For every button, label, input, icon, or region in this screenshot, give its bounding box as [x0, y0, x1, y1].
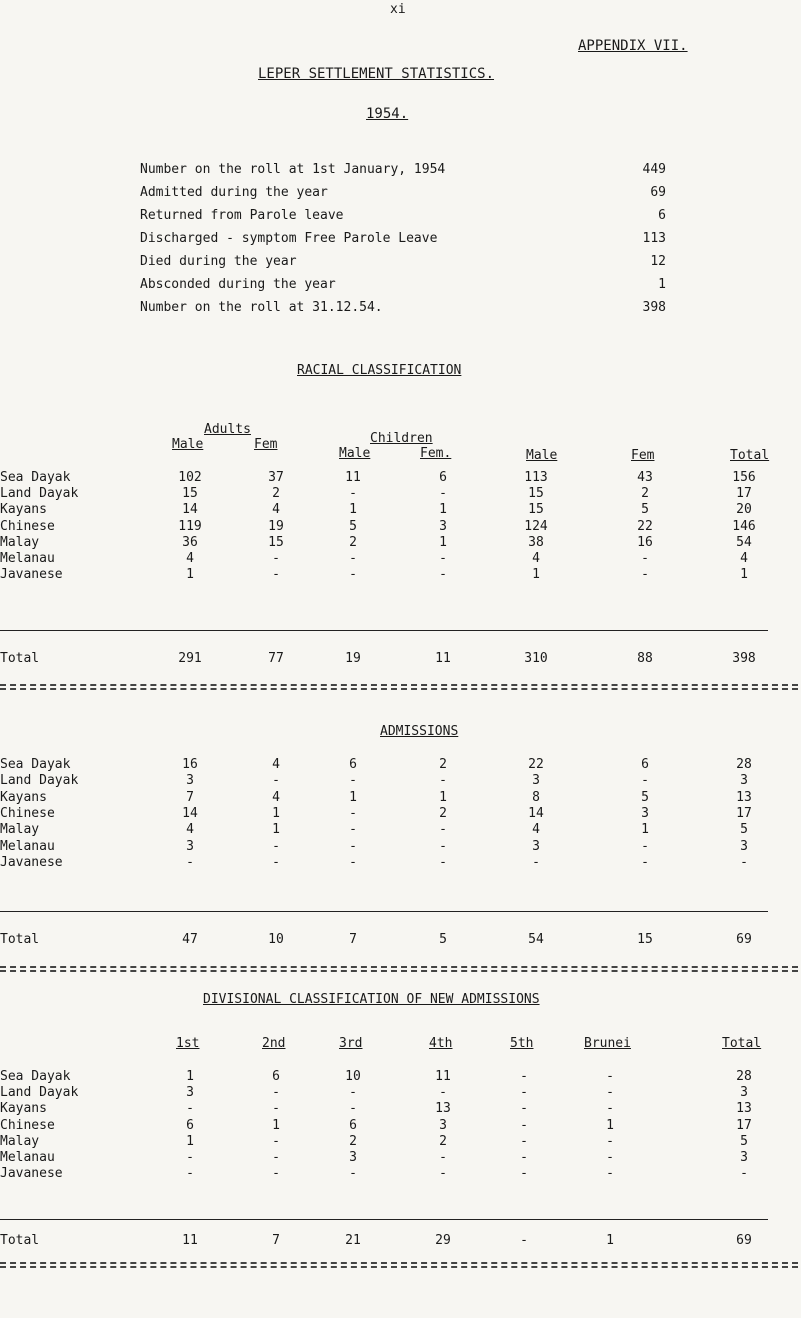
total-cell: 29 — [435, 1233, 451, 1248]
row-cell: 2 — [272, 486, 280, 502]
row-cell: 6 — [641, 757, 649, 772]
row-cell: 15 — [182, 486, 198, 502]
row-cell: 17 — [736, 1117, 752, 1133]
row-cell: 3 — [740, 1150, 748, 1165]
summary-value: 449 — [642, 162, 666, 177]
row-cell: - — [439, 567, 447, 583]
divisional-col-header: 1st — [176, 1036, 200, 1051]
row-cell: 13 — [736, 1101, 752, 1117]
total-cell: 88 — [637, 651, 653, 666]
row-cell: - — [606, 1133, 614, 1149]
divisional-col-header: 3rd — [339, 1036, 363, 1051]
double-rule — [0, 688, 798, 690]
row-cell: 3 — [740, 773, 748, 789]
row-cell: 16 — [182, 757, 198, 772]
double-rule — [0, 970, 798, 972]
row-cell: 38 — [528, 534, 544, 550]
row-cell: 3 — [641, 805, 649, 821]
row-cell: 22 — [528, 757, 544, 772]
row-label: Malay — [0, 1133, 40, 1149]
row-label: Sea Dayak — [0, 1069, 71, 1084]
row-cell: - — [439, 822, 447, 838]
row-cell: 4 — [532, 822, 540, 838]
row-cell: 3 — [186, 838, 194, 854]
fem-header: Fem — [631, 448, 655, 463]
row-cell: 15 — [528, 502, 544, 518]
row-cell: - — [641, 567, 649, 583]
row-cell: 6 — [186, 1117, 194, 1133]
row-cell: 11 — [435, 1069, 451, 1084]
row-cell: - — [272, 1085, 280, 1101]
divisional-col-header: Brunei — [584, 1036, 631, 1051]
row-cell: 5 — [641, 502, 649, 518]
row-cell: 37 — [268, 470, 284, 485]
row-cell: - — [606, 1069, 614, 1084]
row-cell: - — [439, 551, 447, 566]
summary-value: 6 — [658, 208, 666, 223]
total-cell: 21 — [345, 1233, 361, 1248]
total-cell: 398 — [732, 651, 756, 666]
row-cell: - — [272, 1150, 280, 1165]
row-cell: 1 — [740, 567, 748, 583]
summary-label: Number on the roll at 1st January, 1954 — [140, 162, 446, 177]
row-cell: 28 — [736, 1069, 752, 1084]
row-cell: 3 — [186, 1085, 194, 1101]
row-cell: - — [349, 805, 357, 821]
appendix-label: APPENDIX VII. — [578, 38, 688, 54]
row-cell: 2 — [439, 757, 447, 772]
row-cell: 11 — [345, 470, 361, 485]
row-cell: 54 — [736, 534, 752, 550]
total-cell: 310 — [524, 651, 548, 666]
row-cell: 5 — [740, 1133, 748, 1149]
summary-label: Admitted during the year — [140, 185, 328, 200]
total-cell: 5 — [439, 932, 447, 947]
summary-label: Number on the roll at 31.12.54. — [140, 300, 383, 315]
page-title: LEPER SETTLEMENT STATISTICS. — [258, 66, 495, 82]
row-cell: - — [272, 773, 280, 789]
divisional-col-header: Total — [722, 1036, 762, 1051]
row-label: Javanese — [0, 567, 63, 583]
row-cell: 1 — [532, 567, 540, 583]
row-cell: - — [349, 486, 357, 502]
row-cell: - — [349, 1101, 357, 1117]
row-label: Land Dayak — [0, 486, 79, 502]
row-cell: 16 — [637, 534, 653, 550]
row-cell: - — [520, 1069, 528, 1084]
total-cell: - — [520, 1233, 528, 1248]
summary-label: Died during the year — [140, 254, 297, 269]
row-cell: 15 — [528, 486, 544, 502]
row-cell: - — [439, 1085, 447, 1101]
row-cell: - — [520, 1150, 528, 1165]
row-cell: 2 — [641, 486, 649, 502]
row-cell: - — [349, 567, 357, 583]
row-cell: 4 — [272, 502, 280, 518]
total-cell: 1 — [606, 1233, 614, 1248]
row-cell: - — [641, 854, 649, 870]
total-cell: 291 — [178, 651, 202, 666]
row-cell: 3 — [532, 773, 540, 789]
row-cell: - — [740, 1166, 748, 1182]
summary-value: 12 — [650, 254, 666, 269]
row-cell: 2 — [349, 1133, 357, 1149]
row-cell: - — [349, 854, 357, 870]
double-rule — [0, 1262, 798, 1264]
row-cell: - — [272, 838, 280, 854]
total-header: Total — [730, 448, 770, 463]
row-cell: 1 — [439, 789, 447, 805]
divisional-heading: DIVISIONAL CLASSIFICATION OF NEW ADMISSIONS — [203, 992, 540, 1007]
summary-value: 398 — [642, 300, 666, 315]
row-label: Javanese — [0, 1166, 63, 1182]
divisional-col-header: 4th — [429, 1036, 453, 1051]
row-cell: - — [606, 1085, 614, 1101]
row-label: Malay — [0, 534, 40, 550]
row-cell: 2 — [349, 534, 357, 550]
summary-label: Absconded during the year — [140, 277, 336, 292]
row-cell: 4 — [740, 551, 748, 566]
row-label: Chinese — [0, 518, 55, 534]
row-cell: - — [272, 551, 280, 566]
row-cell: 20 — [736, 502, 752, 518]
summary-value: 1 — [658, 277, 666, 292]
row-cell: - — [349, 822, 357, 838]
adults-fem-header: Fem — [254, 437, 278, 452]
row-cell: 102 — [178, 470, 202, 485]
row-cell: 146 — [732, 518, 756, 534]
row-label: Chinese — [0, 805, 55, 821]
total-cell: 10 — [268, 932, 284, 947]
row-cell: 17 — [736, 805, 752, 821]
row-cell: - — [349, 1166, 357, 1182]
row-label: Chinese — [0, 1117, 55, 1133]
total-cell: 54 — [528, 932, 544, 947]
row-cell: 1 — [272, 805, 280, 821]
row-cell: 5 — [641, 789, 649, 805]
row-label: Sea Dayak — [0, 757, 71, 772]
row-cell: 3 — [439, 518, 447, 534]
adults-header: Adults — [204, 422, 251, 437]
row-cell: 4 — [186, 822, 194, 838]
row-cell: 17 — [736, 486, 752, 502]
row-cell: 13 — [435, 1101, 451, 1117]
row-cell: - — [272, 854, 280, 870]
row-cell: 10 — [345, 1069, 361, 1084]
divisional-col-header: 2nd — [262, 1036, 286, 1051]
row-cell: - — [606, 1150, 614, 1165]
row-cell: 36 — [182, 534, 198, 550]
row-cell: - — [520, 1133, 528, 1149]
row-cell: - — [439, 838, 447, 854]
row-cell: 4 — [272, 757, 280, 772]
row-cell: - — [740, 854, 748, 870]
row-cell: - — [439, 1150, 447, 1165]
row-cell: - — [520, 1085, 528, 1101]
row-label: Melanau — [0, 1150, 55, 1165]
total-cell: 77 — [268, 651, 284, 666]
row-cell: - — [520, 1117, 528, 1133]
row-label: Kayans — [0, 789, 47, 805]
table-rule — [0, 1219, 768, 1220]
row-cell: 3 — [740, 1085, 748, 1101]
row-cell: 6 — [349, 757, 357, 772]
row-cell: 113 — [524, 470, 548, 485]
row-cell: 124 — [524, 518, 548, 534]
row-cell: 5 — [740, 822, 748, 838]
total-label: Total — [0, 932, 40, 947]
row-cell: - — [439, 486, 447, 502]
row-cell: - — [606, 1101, 614, 1117]
row-cell: 3 — [439, 1117, 447, 1133]
row-cell: 3 — [186, 773, 194, 789]
row-cell: - — [439, 1166, 447, 1182]
row-cell: 4 — [186, 551, 194, 566]
row-cell: 6 — [439, 470, 447, 485]
row-cell: - — [186, 1101, 194, 1117]
row-cell: - — [641, 838, 649, 854]
row-cell: 4 — [532, 551, 540, 566]
row-cell: 119 — [178, 518, 202, 534]
row-cell: 1 — [272, 822, 280, 838]
summary-label: Discharged - symptom Free Parole Leave — [140, 231, 438, 246]
row-cell: - — [439, 854, 447, 870]
row-cell: 7 — [186, 789, 194, 805]
page-number: xi — [390, 2, 406, 17]
row-cell: - — [272, 1101, 280, 1117]
total-cell: 11 — [435, 651, 451, 666]
row-cell: - — [272, 1166, 280, 1182]
table-rule — [0, 911, 768, 912]
summary-value: 69 — [650, 185, 666, 200]
row-label: Sea Dayak — [0, 470, 71, 485]
children-header: Children — [370, 431, 433, 446]
row-cell: - — [606, 1166, 614, 1182]
double-rule — [0, 1266, 798, 1268]
row-cell: 1 — [349, 502, 357, 518]
row-cell: 1 — [272, 1117, 280, 1133]
admissions-heading: ADMISSIONS — [380, 724, 459, 739]
row-cell: 14 — [182, 502, 198, 518]
row-cell: 13 — [736, 789, 752, 805]
double-rule — [0, 966, 798, 968]
row-cell: 28 — [736, 757, 752, 772]
row-cell: - — [520, 1101, 528, 1117]
row-cell: - — [349, 1085, 357, 1101]
row-cell: 19 — [268, 518, 284, 534]
row-cell: 2 — [439, 805, 447, 821]
row-cell: - — [186, 1166, 194, 1182]
row-cell: 6 — [272, 1069, 280, 1084]
divisional-col-header: 5th — [510, 1036, 534, 1051]
children-fem-header: Fem. — [420, 446, 452, 461]
summary-value: 113 — [642, 231, 666, 246]
total-label: Total — [0, 651, 40, 666]
row-cell: 14 — [182, 805, 198, 821]
row-cell: 3 — [740, 838, 748, 854]
row-label: Melanau — [0, 551, 55, 566]
row-cell: - — [349, 551, 357, 566]
row-label: Malay — [0, 822, 40, 838]
row-cell: 4 — [272, 789, 280, 805]
row-cell: 156 — [732, 470, 756, 485]
row-cell: 22 — [637, 518, 653, 534]
total-cell: 11 — [182, 1233, 198, 1248]
row-label: Javanese — [0, 854, 63, 870]
total-cell: 7 — [349, 932, 357, 947]
row-cell: 3 — [349, 1150, 357, 1165]
year-heading: 1954. — [366, 106, 409, 122]
row-cell: - — [186, 1150, 194, 1165]
row-cell: - — [186, 854, 194, 870]
row-cell: 15 — [268, 534, 284, 550]
total-cell: 69 — [736, 1233, 752, 1248]
row-cell: - — [272, 567, 280, 583]
row-cell: 1 — [186, 1133, 194, 1149]
row-cell: 1 — [439, 502, 447, 518]
row-label: Melanau — [0, 838, 55, 854]
row-cell: 1 — [641, 822, 649, 838]
row-label: Kayans — [0, 1101, 47, 1117]
row-cell: - — [439, 773, 447, 789]
total-cell: 19 — [345, 651, 361, 666]
row-cell: 1 — [349, 789, 357, 805]
row-cell: 43 — [637, 470, 653, 485]
racial-heading: RACIAL CLASSIFICATION — [297, 363, 462, 378]
row-cell: - — [349, 838, 357, 854]
row-cell: - — [520, 1166, 528, 1182]
row-label: Kayans — [0, 502, 47, 518]
table-rule — [0, 630, 768, 631]
row-cell: 1 — [439, 534, 447, 550]
row-cell: 8 — [532, 789, 540, 805]
total-cell: 47 — [182, 932, 198, 947]
summary-label: Returned from Parole leave — [140, 208, 344, 223]
row-cell: - — [641, 551, 649, 566]
row-cell: 3 — [532, 838, 540, 854]
row-cell: - — [532, 854, 540, 870]
row-label: Land Dayak — [0, 1085, 79, 1101]
row-cell: 2 — [439, 1133, 447, 1149]
row-cell: - — [641, 773, 649, 789]
total-label: Total — [0, 1233, 40, 1248]
row-cell: 6 — [349, 1117, 357, 1133]
row-cell: 5 — [349, 518, 357, 534]
row-cell: - — [272, 1133, 280, 1149]
total-cell: 15 — [637, 932, 653, 947]
total-cell: 7 — [272, 1233, 280, 1248]
row-cell: 14 — [528, 805, 544, 821]
total-cell: 69 — [736, 932, 752, 947]
row-cell: 1 — [186, 1069, 194, 1084]
adults-male-header: Male — [172, 437, 204, 452]
row-cell: - — [349, 773, 357, 789]
double-rule — [0, 684, 798, 686]
children-male-header: Male — [339, 446, 371, 461]
row-cell: 1 — [606, 1117, 614, 1133]
row-cell: 1 — [186, 567, 194, 583]
male-header: Male — [526, 448, 558, 463]
row-label: Land Dayak — [0, 773, 79, 789]
